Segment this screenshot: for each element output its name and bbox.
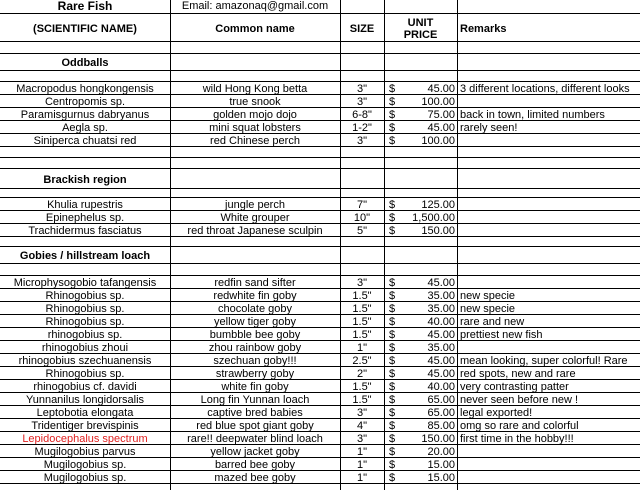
common-name: zhou rainbow goby	[208, 342, 302, 353]
unit-price: 15.00	[427, 459, 455, 470]
unit-price: 45.00	[427, 83, 455, 94]
section-brackish: Brackish region	[43, 174, 127, 186]
remarks-cell: new specie	[460, 303, 516, 314]
table-row	[0, 316, 640, 328]
table-row	[0, 433, 640, 445]
currency-symbol: $	[389, 83, 396, 94]
scientific-name: Siniperca chuatsi red	[33, 135, 137, 146]
scientific-name: Macropodus hongkongensis	[16, 83, 154, 94]
unit-price: 15.00	[427, 472, 455, 483]
title-row	[0, 0, 640, 14]
scientific-name: rhinogobius szechuanensis	[18, 355, 152, 366]
common-name: yellow tiger goby	[214, 316, 296, 327]
table-row	[0, 342, 640, 354]
page-title: Rare Fish	[57, 0, 113, 13]
currency-symbol: $	[389, 290, 396, 301]
scientific-name: Microphysogobio tafangensis	[13, 277, 157, 288]
header-price: PRICE	[403, 29, 438, 41]
size-cell: 3"	[356, 277, 368, 288]
currency-symbol: $	[389, 109, 396, 120]
remarks-cell	[460, 199, 640, 210]
unit-price: 65.00	[427, 407, 455, 418]
remarks-cell: back in town, limited numbers	[460, 109, 605, 120]
scientific-name: Mugilogobius sp.	[43, 459, 127, 470]
remarks-cell: very contrasting patter	[460, 381, 569, 392]
unit-price: 45.00	[427, 355, 455, 366]
table-row	[0, 394, 640, 406]
unit-price: 75.00	[427, 109, 455, 120]
common-name: chocolate goby	[218, 303, 292, 314]
section-header-row	[0, 248, 640, 264]
common-name: wild Hong Kong betta	[202, 83, 308, 94]
unit-price: 45.00	[427, 329, 455, 340]
common-name: Long fin Yunnan loach	[200, 394, 310, 405]
common-name: jungle perch	[225, 199, 285, 210]
size-cell: 10"	[353, 212, 371, 223]
currency-symbol: $	[389, 303, 396, 314]
currency-symbol: $	[389, 316, 396, 327]
remarks-cell: rare and new	[460, 316, 525, 327]
size-cell: 1.5"	[352, 290, 372, 301]
size-cell: 1"	[356, 446, 368, 457]
scientific-name: rhinogobius sp.	[47, 329, 123, 340]
unit-price: 35.00	[427, 290, 455, 301]
common-name: redfin sand sifter	[214, 277, 296, 288]
remarks-cell: 3 different locations, different looks	[460, 83, 630, 94]
remarks-cell: first time in the hobby!!!	[460, 433, 574, 444]
section-oddballs: Oddballs	[61, 57, 109, 69]
size-cell: 1.5"	[352, 316, 372, 327]
unit-price: 65.00	[427, 394, 455, 405]
common-name: White grouper	[220, 212, 290, 223]
remarks-cell: new specie	[460, 290, 516, 301]
unit-price: 125.00	[421, 199, 455, 210]
scientific-name: Epinephelus sp.	[45, 212, 125, 223]
table-row	[0, 212, 640, 224]
currency-symbol: $	[389, 96, 396, 107]
size-cell: 2.5"	[352, 355, 372, 366]
scientific-name: Trachidermus fasciatus	[28, 225, 142, 236]
table-row	[0, 96, 640, 108]
table-row	[0, 472, 640, 484]
common-name: bumbble bee goby	[209, 329, 301, 340]
table-row	[0, 135, 640, 147]
header-remarks: Remarks	[460, 23, 507, 35]
table-row	[0, 368, 640, 380]
table-row	[0, 303, 640, 315]
common-name: white fin goby	[221, 381, 289, 392]
scientific-name: Mugilogobius sp.	[43, 472, 127, 483]
common-name: szechuan goby!!!	[213, 355, 297, 366]
common-name: red throat Japanese sculpin	[187, 225, 323, 236]
currency-symbol: $	[389, 212, 396, 223]
currency-symbol: $	[389, 459, 396, 470]
table-row	[0, 277, 640, 289]
empty-row	[0, 190, 640, 198]
empty-row	[0, 147, 640, 158]
remarks-cell	[460, 472, 640, 483]
empty-row	[0, 238, 640, 247]
table-row	[0, 459, 640, 471]
remarks-cell	[460, 96, 640, 107]
scientific-name: Yunnanilus longidorsalis	[25, 394, 145, 405]
size-cell: 1"	[356, 472, 368, 483]
common-name: mazed bee goby	[214, 472, 296, 483]
size-cell: 3"	[356, 433, 368, 444]
common-name: mini squat lobsters	[209, 122, 301, 133]
scientific-name: Centropomis sp.	[44, 96, 126, 107]
table-row	[0, 446, 640, 458]
empty-row	[0, 265, 640, 276]
table-row	[0, 329, 640, 341]
table-row	[0, 290, 640, 302]
unit-price: 85.00	[427, 420, 455, 431]
header-scientific-name: (SCIENTIFIC NAME)	[33, 23, 137, 35]
remarks-cell	[460, 225, 640, 236]
scientific-name: Rhinogobius sp.	[45, 303, 125, 314]
table-row	[0, 122, 640, 134]
remarks-cell: mean looking, super colorful! Rare	[460, 355, 628, 366]
size-cell: 3"	[356, 407, 368, 418]
unit-price: 100.00	[421, 96, 455, 107]
remarks-cell: never seen before new !	[460, 394, 579, 405]
scientific-name: Aegla sp.	[62, 122, 108, 133]
currency-symbol: $	[389, 472, 396, 483]
unit-price: 40.00	[427, 381, 455, 392]
header-common-name: Common name	[215, 23, 295, 35]
common-name: strawberry goby	[215, 368, 295, 379]
table-row	[0, 225, 640, 237]
header-size: SIZE	[349, 23, 375, 35]
common-name: red Chinese perch	[210, 135, 300, 146]
scientific-name: Lepidocephalus spectrum	[22, 433, 148, 444]
currency-symbol: $	[389, 277, 396, 288]
currency-symbol: $	[389, 446, 396, 457]
common-name: captive bred babies	[207, 407, 303, 418]
table-row	[0, 407, 640, 419]
common-name: redwhite fin goby	[213, 290, 297, 301]
common-name: red blue spot giant goby	[196, 420, 314, 431]
unit-price: 35.00	[427, 303, 455, 314]
remarks-cell	[460, 277, 640, 288]
section-header-row	[0, 55, 640, 71]
size-cell: 4"	[356, 420, 368, 431]
common-name: barred bee goby	[214, 459, 296, 470]
size-cell: 2"	[356, 368, 368, 379]
size-cell: 3"	[356, 96, 368, 107]
unit-price: 100.00	[421, 135, 455, 146]
currency-symbol: $	[389, 199, 396, 210]
common-name: golden mojo dojo	[213, 109, 297, 120]
size-cell: 1.5"	[352, 381, 372, 392]
size-cell: 1"	[356, 342, 368, 353]
size-cell: 1-2"	[352, 122, 372, 133]
scientific-name: rhinogobius zhoui	[41, 342, 129, 353]
unit-price: 45.00	[427, 368, 455, 379]
size-cell: 1.5"	[352, 394, 372, 405]
unit-price: 150.00	[421, 433, 455, 444]
currency-symbol: $	[389, 368, 396, 379]
currency-symbol: $	[389, 342, 396, 353]
scientific-name: Tridentiger brevispinis	[31, 420, 139, 431]
column-header-row	[0, 15, 640, 42]
size-cell: 1.5"	[352, 303, 372, 314]
size-cell: 5"	[356, 225, 368, 236]
unit-price: 150.00	[421, 225, 455, 236]
remarks-cell: red spots, new and rare	[460, 368, 576, 379]
size-cell: 1.5"	[352, 329, 372, 340]
scientific-name: Rhinogobius sp.	[45, 290, 125, 301]
empty-row	[0, 43, 640, 54]
currency-symbol: $	[389, 433, 396, 444]
empty-row	[0, 159, 640, 169]
scientific-name: Paramisgurnus dabryanus	[20, 109, 150, 120]
scientific-name: Rhinogobius sp.	[45, 316, 125, 327]
common-name: rare!! deepwater blind loach	[187, 433, 323, 444]
currency-symbol: $	[389, 329, 396, 340]
header-unit: UNIT	[407, 17, 434, 29]
currency-symbol: $	[389, 355, 396, 366]
currency-symbol: $	[389, 407, 396, 418]
remarks-cell	[460, 342, 640, 353]
scientific-name: Mugilogobius parvus	[34, 446, 136, 457]
size-cell: 6-8"	[352, 109, 372, 120]
currency-symbol: $	[389, 135, 396, 146]
size-cell: 3"	[356, 135, 368, 146]
remarks-cell	[460, 446, 640, 457]
remarks-cell: legal exported!	[460, 407, 533, 418]
remarks-cell	[460, 212, 640, 223]
currency-symbol: $	[389, 381, 396, 392]
table-row	[0, 109, 640, 121]
contact-email: Email: amazonaq@gmail.com	[181, 0, 329, 12]
unit-price: 1,500.00	[412, 212, 455, 223]
size-cell: 1"	[356, 459, 368, 470]
size-cell: 7"	[356, 199, 368, 210]
section-header-row	[0, 170, 640, 189]
remarks-cell: prettiest new fish	[460, 329, 543, 340]
section-gobies: Gobies / hillstream loach	[19, 250, 151, 262]
table-row	[0, 355, 640, 367]
unit-price: 35.00	[427, 342, 455, 353]
currency-symbol: $	[389, 420, 396, 431]
table-row	[0, 199, 640, 211]
unit-price: 40.00	[427, 316, 455, 327]
table-row	[0, 420, 640, 432]
table-row	[0, 83, 640, 95]
size-cell: 3"	[356, 83, 368, 94]
remarks-cell: omg so rare and colorful	[460, 420, 579, 431]
remarks-cell	[460, 459, 640, 470]
currency-symbol: $	[389, 394, 396, 405]
scientific-name: Leptobotia elongata	[36, 407, 134, 418]
currency-symbol: $	[389, 122, 396, 133]
empty-row	[0, 72, 640, 82]
unit-price: 20.00	[427, 446, 455, 457]
table-row	[0, 381, 640, 393]
unit-price: 45.00	[427, 122, 455, 133]
scientific-name: rhinogobius cf. davidi	[33, 381, 137, 392]
scientific-name: Khulia rupestris	[47, 199, 123, 210]
common-name: true snook	[229, 96, 281, 107]
scientific-name: Rhinogobius sp.	[45, 368, 125, 379]
common-name: yellow jacket goby	[210, 446, 300, 457]
currency-symbol: $	[389, 225, 396, 236]
remarks-cell	[460, 135, 640, 146]
remarks-cell: rarely seen!	[460, 122, 518, 133]
unit-price: 45.00	[427, 277, 455, 288]
